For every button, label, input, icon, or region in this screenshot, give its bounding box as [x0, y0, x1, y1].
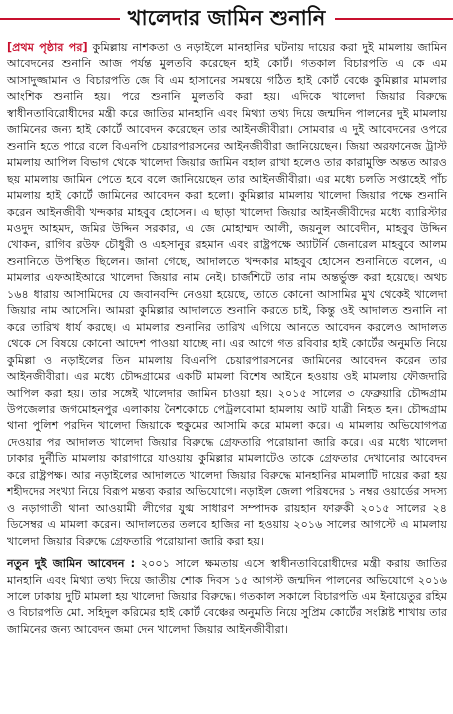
continuation-marker: [প্রথম পৃষ্ঠার পর] — [7, 41, 88, 54]
article-paragraph-1 — [7, 40, 447, 550]
paragraph-text: কুমিল্লায় নাশকতা ও নড়াইলে মানহানির ঘটনায় দায়ের করা দুই মামলায় জামিন আবেদনের শুনানি আজ পর্যন্ত মুলতবি করেছেন হাই কোর্ট। গতকাল বিচারপতি এ কে এম আসাদুজ্জামান ও বিচারপতি জে বি এম হাসানের সমন্বয়ে গঠিত হাই কোর্ট বেঞ্চে কুমিল্লার মামলার আংশিক শুনানি হয়। পরে শুনানি মুলতবি করা হয়। এদিকে খালেদা জিয়ার বিরুদ্ধে স্বাধীনতাবিরোধীদের মন্ত্রী করে জাতির মানহানি এবং মিথ্যা তথ্য দিয়ে জন্মদিন পালনের দুই মামলায় জামিনের জন্য হাই কোর্টে আবেদন করেছেন তার আইনজীবীরা। সোমবার এ দুই আবেদনের ওপরে শুনানি হতে পারে বলে বিএনপি চেয়ারপারসনের আইনজীবীরা জানিয়েছেন। জিয়া অরফানেজ ট্রাস্ট মামলায় আপিল বিভাগ থেকে খালেদা জিয়ার জামিন বহাল রাখা হলেও তার কারামুক্তি অন্তত আরও ছয় মামলায় জামিন পেতে হবে বলে জানিয়েছেন তার আইনজীবীরা। এর মধ্যে চলতি সপ্তাহেই পাঁচ মামলায় হাই কোর্টে জামিনের আবেদন করা হলো। কুমিল্লার মামলায় খালেদা জিয়ার পক্ষে শুনানি করেন আইনজীবী খন্দকার মাহবুব হোসেন। এ ছাড়া খালেদা জিয়ার আইনজীবীদের মধ্যে ব্যারিস্টার মওদুদ আহমদ, জমির উদ্দিন সরকার, এ জে মোহাম্মদ আলী, জয়নুল আবেদীন, মাহবুব উদ্দিন খোকন, রাগিব রউফ চৌধুরী ও এহসানুর রহমান এবং রাষ্ট্রপক্ষে অ্যাটর্নি জেনারেল মাহবুবে আলম শুনানিতে উপস্থিত ছিলেন। জানা গেছে, আদালতে খন্দকার মাহবুব হোসেন শুনানিতে বলেন, এ মামলার এফআইআরে খালেদা জিয়ার নাম নেই। চার্জশিটে তার নাম অন্তর্ভুক্ত করা হয়েছে। অথচ ১৬৪ ধারায় আসামিদের যে জবানবন্দি নেওয়া হয়েছে, তাতে কোনো আসামির মুখ থেকেই খালেদা জিয়ার নাম আসেনি। আমরা কুমিল্লার আদালতে শুনানি করতে চাই, কিন্তু ওই আদালত শুনানি না করে তারিখ ধার্য করছে। এ মামলার শুনানির তারিখ এগিয়ে আনতে আবেদন করলেও আদালত থেকে সে বিষয়ে কোনো আদেশ পাওয়া যাচ্ছে না। এর আগে গত রবিবার হাই কোর্টের অনুমতি নিয়ে কুমিল্লা ও নড়াইলের তিন মামলায় বিএনপি চেয়ারপারসনের জামিনের আবেদন করেন তার আইনজীবীরা। এর মধ্যে চৌদ্দগ্রামের একটি মামলা বিশেষ আইনে হওয়ায় ওই মামলায় ফৌজদারি আপিল করা হয়। তার সঙ্গেই খালেদার জামিন চাওয়া হয়। ২০১৫ সালের ৩ ফেব্রুয়ারি চৌদ্দগ্রাম উপজেলার জগমোহনপুর এলাকায় নৈশকোচে পেট্রলবোমা হামলায় আট যাত্রী নিহত হন। চৌদ্দগ্রাম থানা পুলিশ পরদিন খালেদা জিয়াকে হুকুমের আসামি করে মামলা করে। এ মামলায় অভিযোগপত্র দেওয়ার পর আদালত খালেদা জিয়ার বিরুদ্ধে গ্রেফতারি পরোয়ানা জারি করে। এর মধ্যে খালেদা ঢাকার দুর্নীতি মামলায় কারাগারে যাওয়ায় কুমিল্লার মামলাটেও তাকে গ্রেফতার দেখানোর আবেদন করে রাষ্ট্রপক্ষ। আর নড়াইলের আদালতে খালেদা জিয়ার বিরুদ্ধে মানহানির মামলাটি দায়ের করা হয় শহীদদের সংখ্যা নিয়ে বিরূপ মন্তব্য করার অভিযোগে। নড়াইল জেলা পরিষদের ১ নম্বর ওয়ার্ডের সদস্য ও নড়াগাতী থানা আওয়ামী লীগের যুগ্ম সাধারণ সম্পাদক রায়হান ফারুকী ২০১৫ সালের ২৪ ডিসেম্বর এ মামলা করেন। আদালতের তলবে হাজির না হওয়ায় ২০১৬ সালের আগস্টে এ মামলায় খালেদা জিয়ার বিরুদ্ধে গ্রেফতারি পরোয়ানা জারি করা হয়। — [7, 41, 447, 548]
article-paragraph-2 — [7, 556, 447, 638]
headline-bar — [0, 0, 453, 38]
paragraph-text: ২০০১ সালে ক্ষমতায় এসে স্বাধীনতাবিরোধীদের মন্ত্রী করায় জাতির মানহানি এবং মিথ্যা তথ্য দিয়ে জাতীয় শোক দিবস ১৫ আগস্ট জন্মদিন পালনের অভিযোগে ২০১৬ সালে ঢাকায় দুটি মামলা হয় খালেদা জিয়ার বিরুদ্ধে। গতকাল সকালে বিচারপতি এম ইনায়েতুর রহিম ও বিচারপতি মো. সহিদুল করিমের হাই কোর্ট বেঞ্চের অনুমতি নিয়ে সুপ্রিম কোর্টের সংশ্লিষ্ট শাখায় তার জামিনের জন্য আবেদন জমা দেন খালেদা জিয়ার আইনজীবীরা। — [7, 557, 447, 636]
subheading: নতুন দুই জামিন আবেদন : — [7, 557, 136, 571]
headline: খালেদার জামিন শুনানি — [127, 6, 326, 30]
article-body — [7, 40, 447, 644]
